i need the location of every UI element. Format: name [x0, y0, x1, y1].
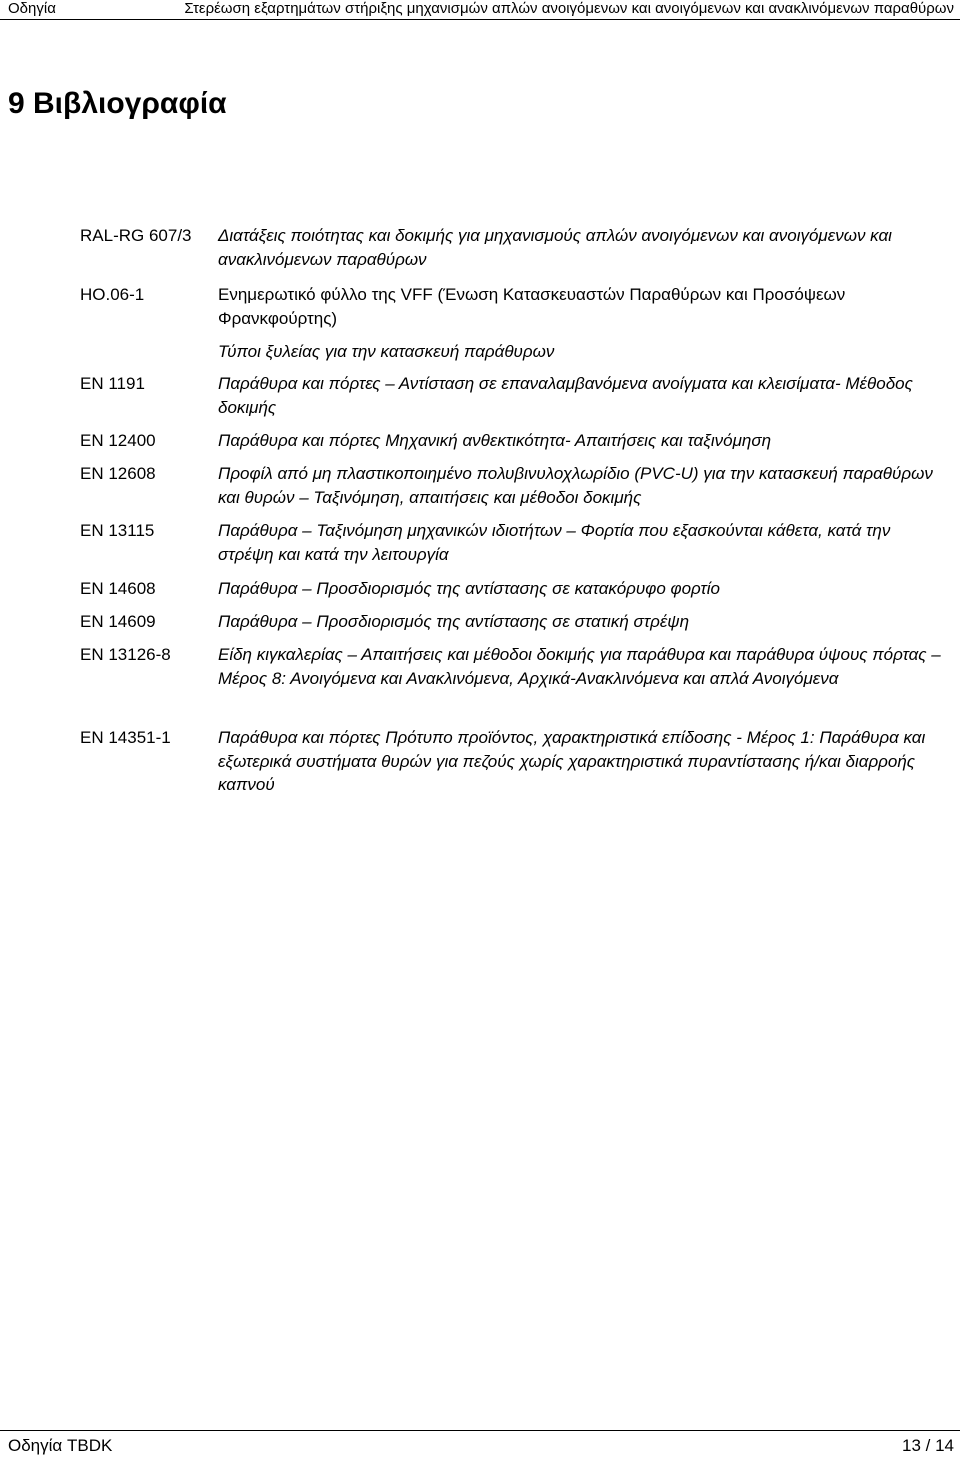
- entry-description: Προφίλ από μη πλαστικοποιημένο πολυβινυλοχλωρίδιο (PVC-U) για την κατασκευή παραθύρων και θυρών – Ταξινόμηση, απαιτήσεις και μέθοδοι δοκιμής: [218, 464, 933, 507]
- section-heading: 9 Βιβλιογραφία: [8, 87, 227, 120]
- entry-description: Παράθυρα – Προσδιορισμός της αντίστασης σε στατική στρέψη: [218, 612, 690, 631]
- entry-code: EN 14608: [80, 579, 156, 598]
- footer-divider: [0, 1430, 960, 1431]
- header-right-title: Στερέωση εξαρτημάτων στήριξης μηχανισμών απλών ανοιγόμενων και ανοιγόμενων και ανακλινόμενων παραθύρων: [184, 0, 954, 17]
- entry-description: Παράθυρα – Προσδιορισμός της αντίστασης σε κατακόρυφο φορτίο: [218, 579, 721, 598]
- entry-code: EN 13115: [80, 521, 155, 540]
- entry-code: EN 13126-8: [80, 645, 171, 664]
- footer-title: Οδηγία TBDK: [8, 1436, 113, 1455]
- entry-description: Παράθυρα και πόρτες Μηχανική ανθεκτικότητα- Απαιτήσεις και ταξινόμηση: [218, 431, 772, 450]
- entry-description: Είδη κιγκαλερίας – Απαιτήσεις και μέθοδοι δοκιμής για παράθυρα και παράθυρα ύψους πόρτας – Μέρος 8: Ανοιγόμενα και Ανακλινόμενα, Αρχικά-Ανακλινόμενα και απλά Ανοιγόμενα: [218, 645, 941, 688]
- entry-description: Παράθυρα και πόρτες – Αντίσταση σε επαναλαμβανόμενα ανοίγματα και κλεισίματα- Μέθοδος δοκιμής: [218, 374, 913, 417]
- entry-code: HO.06-1: [80, 285, 145, 304]
- entry-description: Παράθυρα – Ταξινόμηση μηχανικών ιδιοτήτων – Φορτία που εξασκούνται κάθετα, κατά την στρέψη και κατά την λειτουργία: [218, 521, 891, 564]
- entry-code: EN 12400: [80, 431, 156, 450]
- entry-code: EN 14351-1: [80, 728, 171, 747]
- entry-description: Ενημερωτικό φύλλο της VFF (Ένωση Κατασκευαστών Παραθύρων και Προσόψεων Φρανκφούρτης): [218, 285, 846, 328]
- entry-description: Τύποι ξυλείας για την κατασκευή παράθυρων: [218, 342, 555, 361]
- page-header: [0, 0, 960, 20]
- entry-description: Διατάξεις ποιότητας και δοκιμής για μηχανισμούς απλών ανοιγόμενων και ανοιγόμενων και ανακλινόμενων παραθύρων: [218, 226, 892, 269]
- page-number: 13 / 14: [902, 1436, 954, 1455]
- header-left-title: Οδηγία: [8, 0, 56, 17]
- entry-code: RAL-RG 607/3: [80, 226, 192, 245]
- entry-code: EN 12608: [80, 464, 156, 483]
- entry-code: EN 1191: [80, 374, 145, 393]
- entry-code: EN 14609: [80, 612, 156, 631]
- header-divider: [0, 19, 960, 20]
- entry-description: Παράθυρα και πόρτες Πρότυπο προϊόντος, χαρακτηριστικά επίδοσης - Μέρος 1: Παράθυρα και εξωτερικά συστήματα θυρών για πεζούς χωρίς χαρακτηριστικά πυραντίστασης ή/και διαρροής καπνού: [218, 728, 926, 794]
